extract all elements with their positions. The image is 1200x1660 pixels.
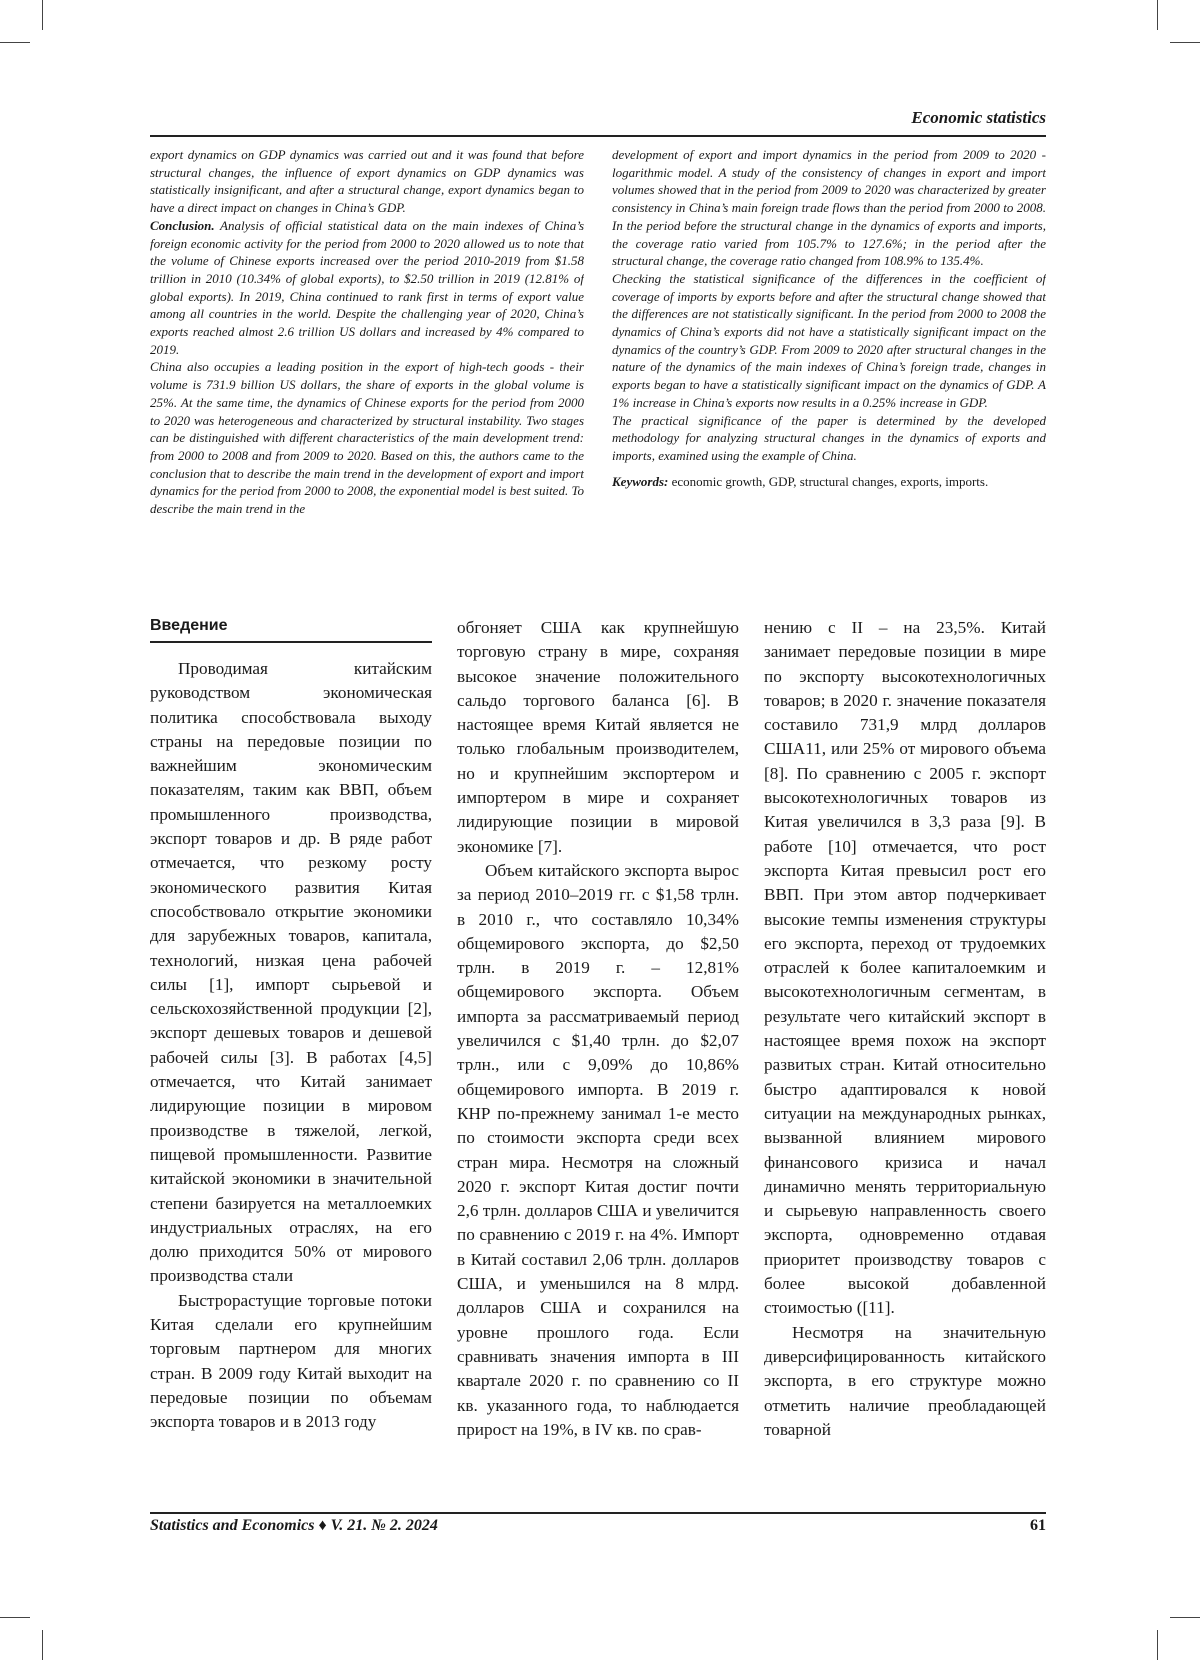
crop-mark bbox=[1157, 0, 1158, 30]
body-paragraph: нению с II – на 23,5%. Китай занимает передовые позиции в мире по экспорту высокотехнологичных товаров; в 2020 г. значение показателя составило 731,9 млрд долларов США11, или 25% от мирового объема [8]. По сравнению с 2005 г. экспорт высокотехнологичных товаров из Китая увеличился в 3,3 раза [9]. В работе [10] отмечается, что рост экспорта Китая превысил рост его ВВП. При этом автор подчеркивает высокие темпы изменения структуры его экспорта, переход от трудоемких отраслей к более капиталоемким и высокотехнологичным сегментам, в результате чего китайский экспорт в настоящее время похож на экспорт развитых стран. Китай относительно быстро адаптировался к новой ситуации на международных рынках, вызванной влиянием мирового финансового кризиса и начал динамично менять территориальную и сырьевую направленность своего экспорта, одновременно отдавая приоритет производству товаров с более высокой добавленной стоимостью ([11]. bbox=[764, 618, 1046, 1318]
body-paragraph: Быстрорастущие торговые потоки Китая сделали его крупнейшим торговым партнером для многих стран. В 2009 году Китай выходит на передовые позиции по объемам экспорта товаров и в 2013 году bbox=[150, 1290, 432, 1432]
abstract-paragraph: development of export and import dynamics in the period from 2009 to 2020 - logarithmic model. A study of the consistency of changes in export and import volumes showed that in the period from 2009 to 2020 was characterized by greater consistency in China’s main foreign trade flows than the period from 2000 to 2008. In the period before the structural change in the dynamics of exports and imports, the coverage ratio varied from 105.7% to 127.6%; in the period after the structural change, the coverage ratio changed from 108.9% to 135.4%. bbox=[612, 147, 1046, 269]
crop-mark bbox=[0, 1617, 30, 1618]
abstract-paragraph: China also occupies a leading position in the export of high-tech goods - their volume is 731.9 billion US dollars, the share of exports in the global volume is 25%. At the same time, the dynamics of Chinese exports for the period from 2000 to 2020 was heterogeneous and characterized by structural instability. Two stages can be distinguished with different characteristics of the main development trend: from 2000 to 2008 and from 2009 to 2020. Based on this, the authors came to the conclusion that to describe the main trend in the development of export and import dynamics for the period from 2000 to 2008, the exponential model is best suited. To describe the main trend in the bbox=[150, 359, 584, 517]
keywords-label: Keywords: bbox=[612, 473, 669, 489]
abstract-paragraph bbox=[150, 217, 584, 359]
keywords bbox=[612, 473, 1046, 491]
abstract-column-right bbox=[612, 146, 1046, 584]
section-rule bbox=[150, 641, 432, 643]
crop-mark bbox=[1170, 42, 1200, 43]
crop-mark bbox=[1170, 1617, 1200, 1618]
body-column-1 bbox=[150, 657, 432, 1508]
keywords-text: economic growth, GDP, structural changes, exports, imports. bbox=[671, 473, 989, 489]
running-head: Economic statistics bbox=[911, 108, 1046, 127]
crop-mark bbox=[1157, 1630, 1158, 1660]
body-paragraph: Проводимая китайским руководством экономическая политика способствовала выходу страны на передовые позиции по важнейшим экономическим показателям, таким как ВВП, объем промышленного производства, экспорт товаров и др. В ряде работ отмечается, что резкому росту экономического развития Китая способствовало открытие экономики для зарубежных товаров, капитала, технологий, низкая цена рабочей силы [1], импорт сырьевой и сельскохозяйственной продукции [2], экспорт дешевых товаров и дешевой рабочей силы [3]. В работах [4,5] отмечается, что Китай занимает лидирующие позиции в мировом производстве в тяжелой, легкой, пищевой промышленности. Развитие китайской экономики в значительной степени базируется на металлоемких индустриальных отраслях, на его долю приходится 50% от мирового производства стали bbox=[150, 659, 432, 1286]
conclusion-label: Conclusion. bbox=[150, 217, 215, 233]
header-rule bbox=[150, 135, 1046, 137]
body-column-2 bbox=[457, 616, 739, 1508]
section-title: Введение bbox=[150, 617, 228, 634]
abstract-paragraph: Checking the statistical significance of the differences in the coefficient of coverage of imports by exports before and after the structural change showed that the differences are not statistically significant. In the period from 2000 to 2008 the dynamics of China’s exports did not have a statistically significant impact on the dynamics of the country’s GDP. From 2009 to 2020 after structural changes in the nature of the dynamics of the main indexes of China’s foreign trade, changes in exports began to have a statistically significant impact on the dynamics of GDP. A 1% increase in China’s exports now results in a 0.25% increase in GDP. bbox=[612, 270, 1046, 410]
abstract-column-left bbox=[150, 146, 584, 584]
body-column-3 bbox=[764, 616, 1046, 1508]
crop-mark bbox=[42, 0, 43, 30]
body-paragraph: Объем китайского экспорта вырос за период 2010–2019 гг. с $1,58 трлн. в 2010 г., что составляло 10,34% общемирового экспорта, до $2,50 трлн. в 2019 г. – 12,81% общемирового экспорта. Объем импорта за рассматриваемый период увеличился с $1,40 трлн. до $2,07 трлн., или с 9,09% до 10,86% общемирового импорта. В 2019 г. КНР по-прежнему занимал 1-е место по стоимости экспорта среди всех стран мира. Несмотря на сложный 2020 г. экспорт Китая достиг почти 2,6 трлн. долларов США и увеличится по сравнению с 2019 г. на 4%. Импорт в Китай составил 2,06 трлн. долларов США, и уменьшился на 8 млрд. долларов США и сохранился на уровне прошлого года. Если сравнивать значения импорта в III квартале 2020 г. по сравнению со II кв. указанного года, то наблюдается прирост на 19%, в IV кв. по срав- bbox=[457, 860, 739, 1439]
footer-rule bbox=[150, 1512, 1046, 1514]
abstract-text: Analysis of official statistical data on the main indexes of China’s foreign economic activity for the period from 2000 to 2020 allowed us to note that the volume of Chinese exports increased over the period 2010-2019 from $1.58 trillion in 2010 (10.34% of global exports), to $2.50 trillion in 2019 (12.81% of global exports). In 2019, China continued to rank first in terms of export value among all countries in the world. Despite the challenging year of 2020, China’s exports reached almost 2.6 trillion US dollars and increased by 4% compared to 2019. bbox=[150, 217, 584, 357]
body-paragraph: Несмотря на значительную диверсифицированность китайского экспорта, в его структуре можно отметить наличие преобладающей товарной bbox=[764, 1322, 1046, 1439]
abstract-paragraph: export dynamics on GDP dynamics was carried out and it was found that before structural changes, the influence of export dynamics on GDP dynamics was statistically insignificant, and after a structural change, export dynamics began to have a direct impact on changes in China’s GDP. bbox=[150, 147, 584, 216]
crop-mark bbox=[0, 42, 30, 43]
page-number: 61 bbox=[1030, 1517, 1046, 1534]
journal-footer: Statistics and Economics ♦ V. 21. № 2. 2024 bbox=[150, 1517, 438, 1534]
abstract-paragraph: The practical significance of the paper is determined by the developed methodology for analyzing structural changes in the dynamics of exports and imports, examined using the example of China. bbox=[612, 412, 1046, 463]
body-paragraph: обгоняет США как крупнейшую торговую страну в мире, сохраняя высокое значение положительного сальдо торгового баланса [6]. В настоящее время Китай является не только глобальным производителем, но и крупнейшим экспортером и импортером в мире и сохраняет лидирующие позиции в мировой экономике [7]. bbox=[457, 618, 739, 856]
crop-mark bbox=[42, 1630, 43, 1660]
